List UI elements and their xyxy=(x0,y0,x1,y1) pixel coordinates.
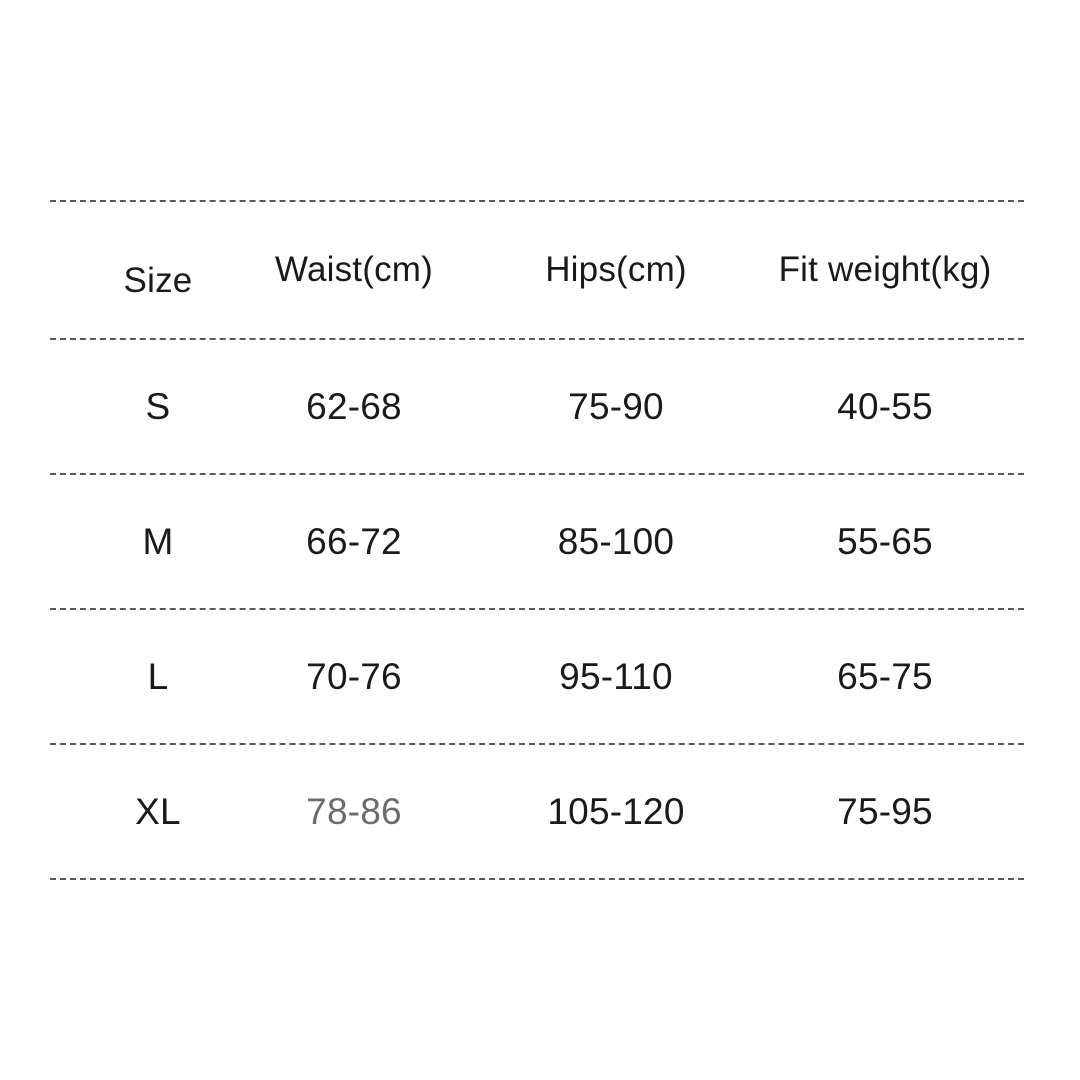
table-row xyxy=(50,340,1024,473)
size-cell: XL xyxy=(135,790,181,832)
fit-weight-cell: 65-75 xyxy=(837,655,933,697)
waist-cell: 62-68 xyxy=(306,385,402,427)
waist-cell: 78-86 xyxy=(306,790,402,832)
hips-cell: 75-90 xyxy=(568,385,664,427)
size-chart-table xyxy=(50,200,1024,880)
hips-cell: 95-110 xyxy=(559,655,673,697)
hips-cell: 105-120 xyxy=(547,790,685,832)
fit-weight-cell: 75-95 xyxy=(837,790,933,832)
header-fit-weight: Fit weight(kg) xyxy=(778,250,992,289)
fit-weight-cell: 40-55 xyxy=(837,385,933,427)
waist-cell: 70-76 xyxy=(306,655,402,697)
table-header-row xyxy=(50,202,1024,338)
header-waist: Waist(cm) xyxy=(275,250,433,289)
size-cell: L xyxy=(147,655,169,697)
header-size: Size xyxy=(123,260,193,300)
table-row xyxy=(50,745,1024,878)
size-cell: S xyxy=(145,385,171,427)
fit-weight-cell: 55-65 xyxy=(837,520,933,562)
table-row xyxy=(50,610,1024,743)
waist-cell: 66-72 xyxy=(306,520,402,562)
size-cell: M xyxy=(142,520,174,562)
header-hips: Hips(cm) xyxy=(545,250,687,289)
dashed-divider xyxy=(50,878,1024,880)
hips-cell: 85-100 xyxy=(557,520,675,562)
table-row xyxy=(50,475,1024,608)
